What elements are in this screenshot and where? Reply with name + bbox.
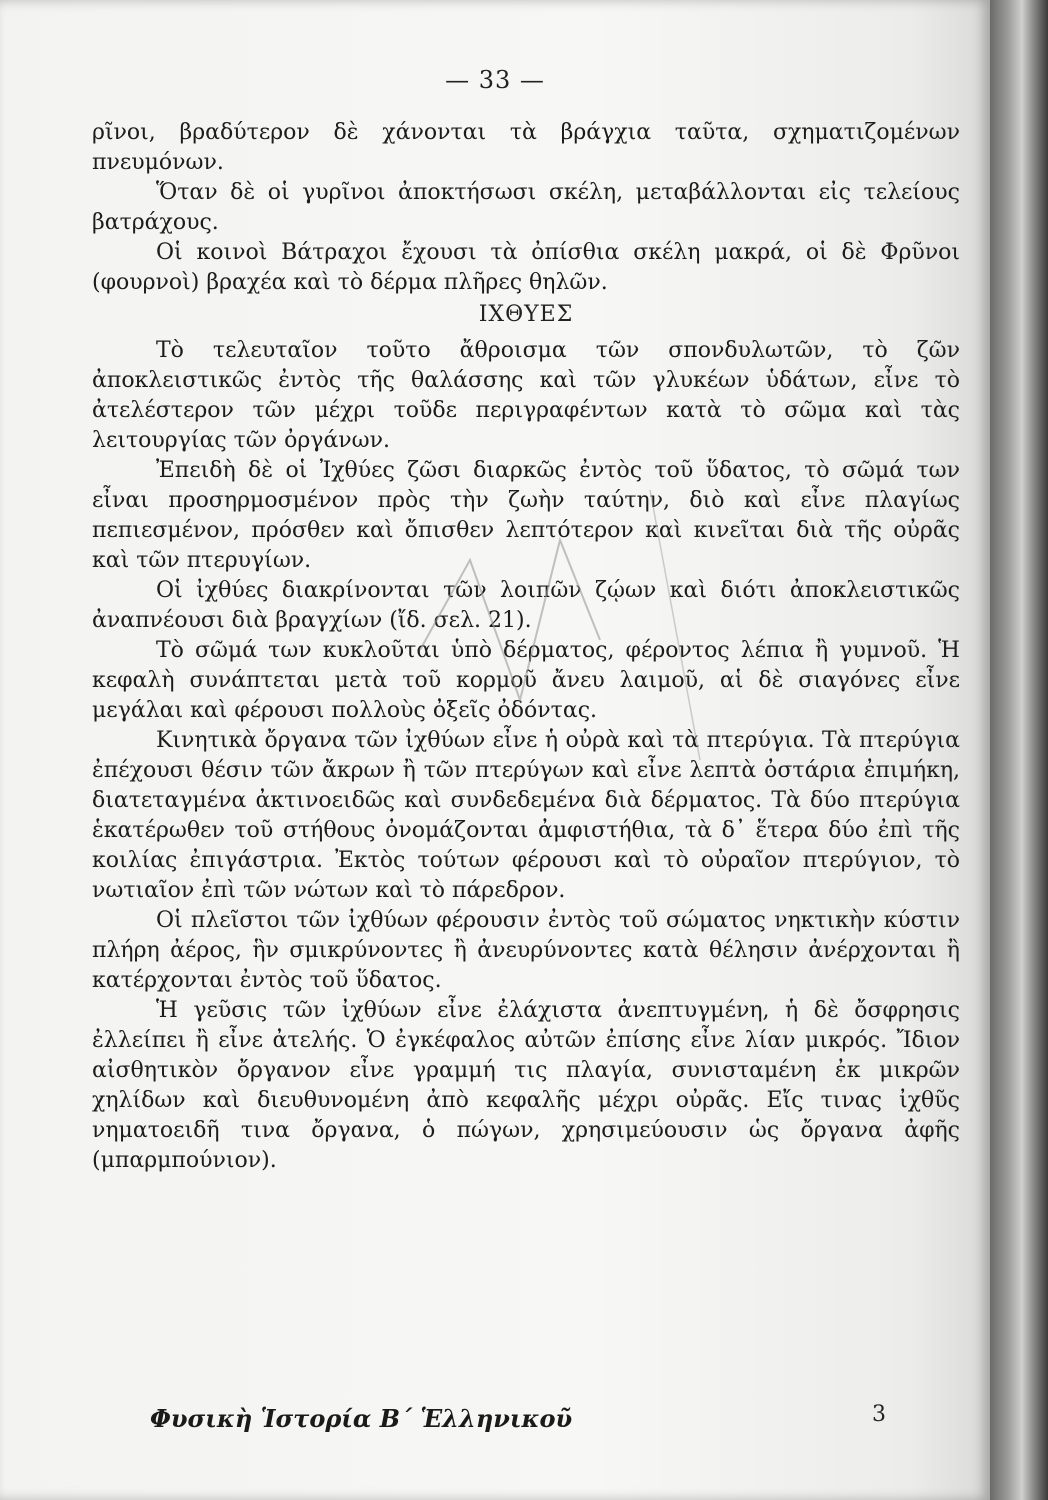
paragraph: Ἡ γεῦσις τῶν ἰχθύων εἶνε ἐλάχιστα ἀνεπτυγμένη, ἡ δὲ ὄσφρησις ἐλλείπει ἢ εἶνε ἀτελής. Ὁ ἐγκέφαλος αὐτῶν ἐπίσης εἶνε λίαν μικρός. Ἴδιον αἰσθητικὸν ὄργανον εἶνε γραμμή τις πλαγία, συνισταμένη ἐκ μικρῶν χηλίδων καὶ διευθυνομένη ἀπὸ κεφαλῆς μέχρι οὐρᾶς. Εἴς τινας ἰχθῦς νηματοειδῆ τινα ὄργανα, ὁ πώγων, χρησιμεύουσιν ὡς ὄργανα ἀφῆς (μπαρμπούνιον). [92, 998, 960, 1173]
paragraph: Ἐπειδὴ δὲ οἱ Ἰχθύες ζῶσι διαρκῶς ἐντὸς τοῦ ὕδατος, τὸ σῶμά των εἶναι προσηρμοσμένον πρὸς τὴν ζωὴν ταύτην, διὸ καὶ εἶνε πλαγίως πεπιεσμένον, πρόσθεν καὶ ὄπισθεν λεπτότερον καὶ κινεῖται διὰ τῆς οὐρᾶς καὶ τῶν πτερυγίων. [92, 458, 960, 573]
paragraph: Οἱ πλεῖστοι τῶν ἰχθύων φέρουσιν ἐντὸς τοῦ σώματος νηκτικὴν κύστιν πλήρη ἀέρος, ἣν σμικρύνοντες ἢ ἀνευρύνοντες κατὰ θέλησιν ἀνέρχονται ἢ κατέρχονται ἐντὸς τοῦ ὕδατος. [92, 908, 960, 993]
paragraph: Τὸ σῶμά των κυκλοῦται ὑπὸ δέρματος, φέροντος λέπια ἢ γυμνοῦ. Ἡ κεφαλὴ συνάπτεται μετὰ τοῦ κορμοῦ ἄνευ λαιμοῦ, αἱ δὲ σιαγόνες εἶνε μεγάλαι καὶ φέρουσι πολλοὺς ὀξεῖς ὀδόντας. [92, 638, 960, 723]
paragraph: ρῖνοι, βραδύτερον δὲ χάνονται τὰ βράγχια ταῦτα, σχηματιζομένων πνευμόνων. [92, 120, 960, 175]
paragraph: Οἱ κοινοὶ Βάτραχοι ἔχουσι τὰ ὀπίσθια σκέλη μακρά, οἱ δὲ Φρῦνοι (φουρνοὶ) βραχέα καὶ τὸ δέρμα πλῆρες θηλῶν. [92, 240, 960, 295]
page-body [92, 118, 960, 1176]
section-heading: ΙΧΘΥΕΣ [478, 302, 574, 327]
footer-title: Φυσικὴ Ἱστορία Β΄ Ἑλληνικοῦ [150, 1404, 573, 1433]
paragraph: Τὸ τελευταῖον τοῦτο ἄθροισμα τῶν σπονδυλωτῶν, τὸ ζῶν ἀποκλειστικῶς ἐντὸς τῆς θαλάσσης καὶ τῶν γλυκέων ὑδάτων, εἶνε τὸ ἀτελέστερον τῶν μέχρι τοῦδε περιγραφέντων κατὰ τὸ σῶμα καὶ τὰς λειτουργίας τῶν ὀργάνων. [92, 338, 960, 453]
paragraph: Κινητικὰ ὄργανα τῶν ἰχθύων εἶνε ἡ οὐρὰ καὶ τὰ πτερύγια. Τὰ πτερύγια ἐπέχουσι θέσιν τῶν ἄκρων ἢ τῶν πτερύγων καὶ εἶνε λεπτὰ ὀστάρια ἐπιμήκη, διατεταγμένα ἀκτινοειδῶς καὶ συνδεδεμένα διὰ δέρματος. Τὰ δύο πτερύγια ἑκατέρωθεν τοῦ στήθους ὀνομάζονται ἀμφιστήθια, τὰ δ᾽ ἕτερα δύο ἐπὶ τῆς κοιλίας ἐπιγάστρια. Ἐκτὸς τούτων φέρουσι καὶ τὸ οὐραῖον πτερύγιον, τὸ νωτιαῖον ἐπὶ τῶν νώτων καὶ τὸ πάρεδρον. [92, 728, 960, 903]
page-number: — 33 — [445, 66, 545, 94]
signature-mark: 3 [872, 1402, 886, 1427]
paragraph: Ὅταν δὲ οἱ γυρῖνοι ἀποκτήσωσι σκέλη, μεταβάλλονται εἰς τελείους βατράχους. [92, 180, 960, 235]
paragraph: Οἱ ἰχθύες διακρίνονται τῶν λοιπῶν ζῴων καὶ διότι ἀποκλειστικῶς ἀναπνέουσι διὰ βραγχίων (ἴδ. σελ. 21). [92, 578, 960, 633]
book-edge [990, 0, 1048, 1500]
